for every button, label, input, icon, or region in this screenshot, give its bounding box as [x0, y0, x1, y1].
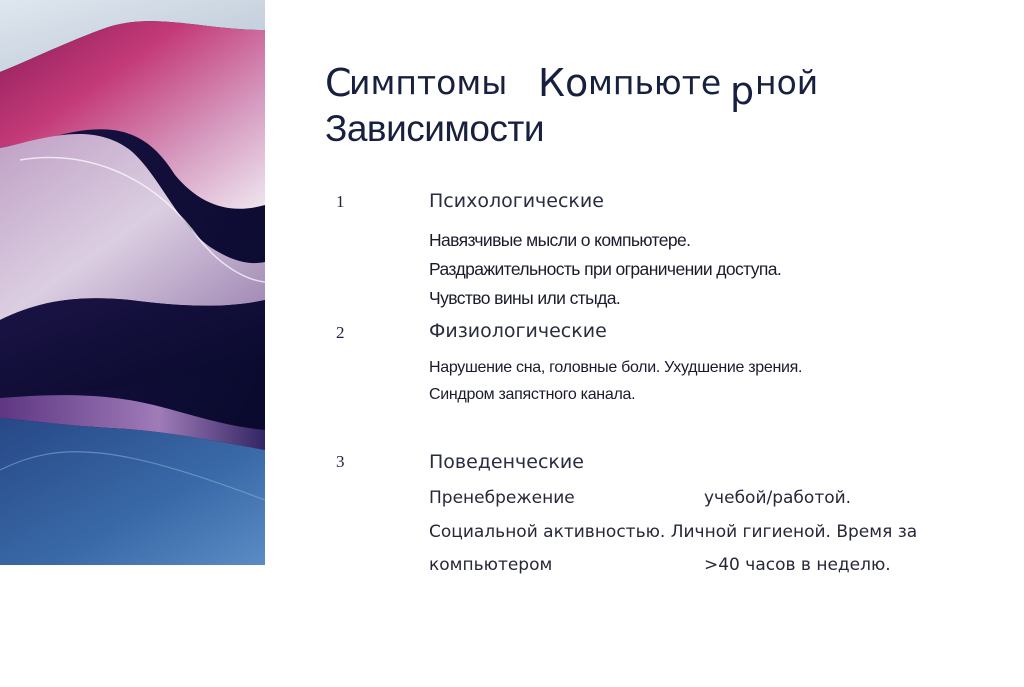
- title-line-2: Зависимости: [325, 108, 545, 149]
- title-word-ending: ной: [755, 63, 819, 102]
- title-initial-s: С: [325, 61, 352, 105]
- section-2-line-2: Синдром запястного канала.: [429, 386, 636, 403]
- abstract-wave-artwork: [0, 0, 265, 565]
- section-number-2: 2: [336, 323, 345, 342]
- section-3-row-3-right: >40 часов в неделю.: [704, 555, 891, 575]
- title-initial-ko: Ко: [538, 61, 589, 105]
- section-2-line-1: Нарушение сна, головные боли. Ухудшение зрения.: [429, 359, 803, 376]
- section-number-3: 3: [336, 452, 345, 471]
- title-word-symptoms: имптомы: [349, 63, 508, 102]
- section-number-1: 1: [336, 192, 345, 211]
- section-1-line-1: Навязчивые мысли о компьютере.: [429, 230, 691, 250]
- title-word-computer: мпьюте: [588, 63, 722, 102]
- section-heading-psychological: Психологические: [429, 190, 604, 212]
- title-letter-r: р: [730, 69, 755, 113]
- section-1-line-3: Чувство вины или стыда.: [429, 288, 621, 308]
- section-1-line-2: Раздражительность при ограничении доступа.: [429, 259, 782, 279]
- section-3-row-3-left: компьютером: [429, 555, 553, 575]
- slide-title: [325, 58, 945, 152]
- section-heading-behavioral: Поведенческие: [429, 451, 584, 473]
- section-3-row-1-right: учебой/работой.: [704, 488, 852, 508]
- section-3-row-1-left: Пренебрежение: [429, 488, 575, 508]
- title-line-1: [325, 58, 945, 113]
- section-3-row-2: Социальной активностью. Личной гигиеной. Время за: [429, 522, 918, 542]
- section-heading-physiological: Физиологические: [429, 320, 607, 342]
